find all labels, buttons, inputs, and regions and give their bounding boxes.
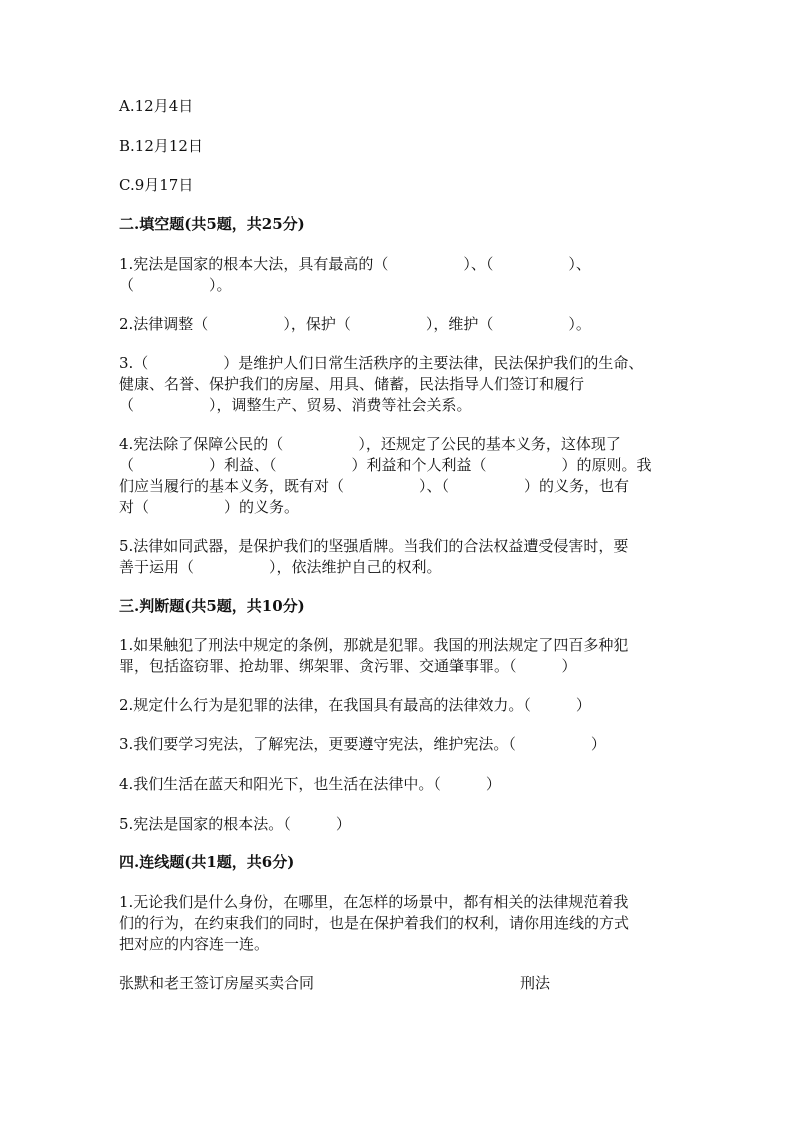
fill-q3-line3: （ ），调整生产、贸易、消费等社会关系。	[119, 396, 472, 414]
fill-q5-line1: 5.法律如同武器，是保护我们的坚强盾牌。当我们的合法权益遭受侵害时，要	[119, 537, 629, 555]
fill-q3-line1: 3.（ ）是维护人们日常生活秩序的主要法律，民法保护我们的生命、	[119, 354, 644, 372]
fill-q1-line1: 1.宪法是国家的根本大法，具有最高的（ ）、（ ）、	[119, 255, 591, 273]
option-b: B.12月12日	[119, 137, 203, 155]
section-heading-true-false: 三.判断题(共5题，共10分)	[119, 597, 305, 615]
section-heading-fill-blank: 二.填空题(共5题，共25分)	[119, 215, 305, 233]
option-c: C.9月17日	[119, 176, 194, 194]
fill-q4-line3: 们应当履行的基本义务，既有对（ ）、（ ）的义务，也有	[119, 477, 630, 495]
judge-q2: 2.规定什么行为是犯罪的法律，在我国具有最高的法律效力。（ ）	[119, 696, 591, 714]
fill-q4-line1: 4.宪法除了保障公民的（ ），还规定了公民的基本义务，这体现了	[119, 435, 621, 453]
match-q1-line1: 1.无论我们是什么身份，在哪里，在怎样的场景中，都有相关的法律规范着我	[119, 893, 629, 911]
match-left-item: 张默和老王签订房屋买卖合同	[119, 974, 315, 992]
judge-q4: 4.我们生活在蓝天和阳光下，也生活在法律中。（ ）	[119, 775, 501, 793]
match-q1-line2: 们的行为，在约束我们的同时，也是在保护着我们的权利，请你用连线的方式	[119, 914, 630, 932]
fill-q4-line2: （ ）利益、（ ）利益和个人利益（ ）的原则。我	[119, 456, 652, 474]
judge-q1-line2: 罪，包括盗窃罪、抢劫罪、绑架罪、贪污罪、交通肇事罪。（ ）	[119, 657, 577, 675]
fill-q4-line4: 对（ ）的义务。	[119, 498, 300, 516]
section-heading-matching: 四.连线题(共1题，共6分)	[119, 853, 295, 871]
fill-q3-line2: 健康、名誉、保护我们的房屋、用具、储蓄，民法指导人们签订和履行	[119, 375, 585, 393]
judge-q5: 5.宪法是国家的根本法。（ ）	[119, 815, 351, 833]
judge-q1-line1: 1.如果触犯了刑法中规定的条例，那就是犯罪。我国的刑法规定了四百多种犯	[119, 636, 629, 654]
option-a: A.12月4日	[119, 97, 194, 115]
fill-q2-line1: 2.法律调整（ ），保护（ ），维护（ ）。	[119, 315, 591, 333]
fill-q5-line2: 善于运用（ ），依法维护自己的权利。	[119, 558, 442, 576]
judge-q3: 3.我们要学习宪法，了解宪法，更要遵守宪法，维护宪法。（ ）	[119, 735, 606, 753]
fill-q1-line2: （ ）。	[119, 276, 232, 294]
match-right-item: 刑法	[520, 974, 551, 992]
match-q1-line3: 把对应的内容连一连。	[119, 935, 270, 953]
